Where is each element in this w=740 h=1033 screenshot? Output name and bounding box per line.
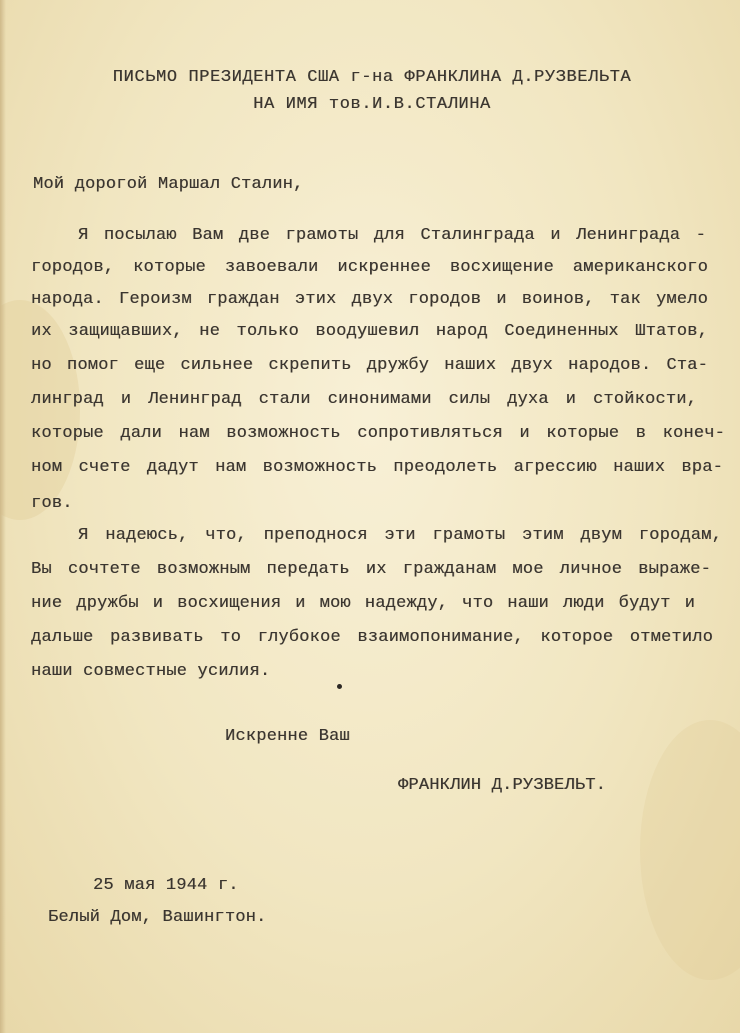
paragraph-2-line: Я надеюсь, что, преподнося эти грамоты этим двум городам,: [78, 526, 722, 545]
closing: Искренне Ваш: [225, 727, 350, 746]
ink-dot: [337, 684, 342, 689]
paragraph-2-line: Вы сочтете возможным передать их гражданам мое личное выраже-: [31, 560, 711, 579]
paragraph-2-line: дальше развивать то глубокое взаимопонимание, которое отметило: [31, 628, 713, 647]
paragraph-1-line: гов.: [31, 494, 73, 513]
paragraph-1-line: но помог еще сильнее скрепить дружбу наших двух народов. Ста-: [31, 356, 708, 375]
paper-stain: [640, 720, 740, 980]
paragraph-1-line: городов, которые завоевали искреннее восхищение американского: [31, 258, 708, 277]
document-title-line-1: ПИСЬМО ПРЕЗИДЕНТА США г-на ФРАНКЛИНА Д.РУЗВЕЛЬТА: [112, 68, 632, 87]
paragraph-2-line: наши совместные усилия.: [31, 662, 271, 681]
paper-edge-shadow: [0, 0, 6, 1033]
place: Белый Дом, Вашингтон.: [48, 908, 267, 927]
paragraph-2-line: ние дружбы и восхищения и мою надежду, что наши люди будут и: [31, 594, 695, 613]
paragraph-1-line: их защищавших, не только воодушевил народ Соединенных Штатов,: [31, 322, 708, 341]
greeting: Мой дорогой Маршал Сталин,: [33, 175, 304, 194]
paragraph-1-line: ном счете дадут нам возможность преодолеть агрессию наших вра-: [31, 458, 723, 477]
paragraph-1-line: Я посылаю Вам две грамоты для Сталинграда и Ленинграда -: [78, 226, 706, 245]
document-title-line-2: НА ИМЯ тов.И.В.СТАЛИНА: [253, 95, 491, 114]
date: 25 мая 1944 г.: [93, 876, 239, 895]
paragraph-1-line: народа. Героизм граждан этих двух городов и воинов, так умело: [31, 290, 708, 309]
signature: ФРАНКЛИН Д.РУЗВЕЛЬТ.: [398, 776, 607, 795]
paragraph-1-line: линград и Ленинград стали синонимами силы духа и стойкости,: [31, 390, 697, 409]
paragraph-1-line: которые дали нам возможность сопротивляться и которые в конеч-: [31, 424, 725, 443]
